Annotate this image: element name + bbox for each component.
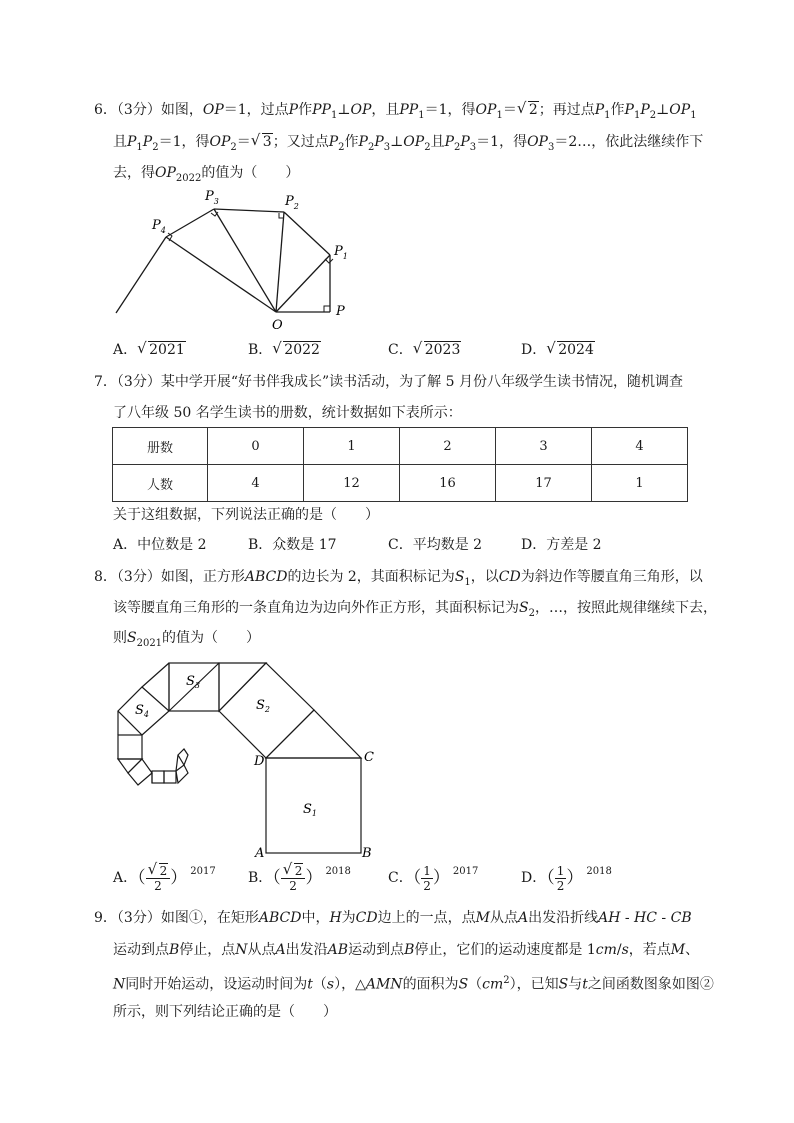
table-cell: 0 [208, 428, 304, 465]
sqrt-3: √ 3 [251, 132, 273, 152]
segment-continuation [116, 237, 166, 313]
table-row [113, 428, 688, 465]
table-cell: 册数 [113, 428, 208, 465]
label-o: O [272, 318, 283, 333]
label-s1: $S_1$ [303, 802, 317, 818]
label-b: B [362, 846, 372, 861]
label-s2: $S_2$ [256, 698, 270, 714]
q9-line-1: 9．（3分）如图①，在矩形ABCD中，H为CD边上的一点，点M从点A出发沿折线AH - HC - CB [94, 910, 692, 926]
right-angle-p [324, 306, 330, 312]
square-s1 [266, 758, 361, 853]
triangle-4-edge-a [142, 663, 169, 687]
q7-option-a[interactable]: A．中位数是 2 [113, 537, 207, 553]
q6-option-b[interactable]: B．√ 2022 [248, 340, 321, 360]
table-cell: 人数 [113, 465, 208, 502]
q9-line-4: 所示，则下列结论正确的是（ ） [113, 1004, 337, 1020]
table-cell: 1 [592, 465, 688, 502]
label-d: D [254, 754, 265, 769]
q8-option-c[interactable]: C．（ $\frac{1}{2}$ ） $^{2017}$ [388, 863, 479, 893]
q9-line-2: 运动到点B停止，点N从点A出发沿AB运动到点B停止，它们的运动速度都是 1cm/s，若点M、 [113, 942, 700, 958]
square-s5 [118, 735, 142, 759]
q8-squares-figure [108, 655, 398, 863]
segment-op3 [214, 209, 276, 312]
table-cell: 3 [496, 428, 592, 465]
label-a: A [255, 846, 265, 861]
q7-option-d[interactable]: D．方差是 2 [521, 537, 602, 553]
square-s9 [176, 765, 188, 783]
square-s8 [164, 771, 176, 783]
square-s6 [128, 759, 152, 785]
label-p2: $P_2$ [285, 194, 299, 211]
segment-p2p3 [214, 209, 284, 212]
q6-line-1: 6．（3分）如图，OP＝1，过点P作$PP_1\perp OP$，且$PP_1=1$，得$OP_1=√$ 2；再过点$P_1$作$P_1P_2\perp OP_1$ [94, 100, 697, 126]
table-cell: 17 [496, 465, 592, 502]
q8-line-2: 该等腰直角三角形的一条直角边为边向外作正方形，其面积标记为$S_2$，…，按照此规律继续下去， [113, 600, 717, 619]
q8-option-a[interactable]: A．（ √ $\frac{2}{2}$ ） $^{2017}$ [113, 862, 216, 893]
square-s7 [152, 771, 164, 783]
segment-op2 [276, 212, 284, 312]
q7-question: 关于这组数据，下列说法正确的是（ ） [113, 507, 379, 523]
sqrt-2: √ 2 [517, 100, 539, 120]
q7-option-b[interactable]: B．众数是 17 [248, 537, 337, 553]
label-p3: $P_3$ [205, 189, 219, 206]
q8-line-3: 则$S_{2021}$的值为（ ） [113, 630, 261, 649]
table-cell: 16 [400, 465, 496, 502]
q6-line-3: 去，得$OP_{2022}$的值为（ ） [113, 165, 300, 184]
q8-line-1: 8．（3分）如图，正方形ABCD的边长为 2，其面积标记为$S_1$，以CD为斜边作等腰直角三角形，以 [94, 569, 703, 588]
right-angle-p1 [325, 259, 333, 263]
label-p1: $P_1$ [334, 244, 348, 261]
edge-spiral-end [176, 755, 178, 771]
q6-spiral-figure [110, 185, 370, 335]
q6-option-a[interactable]: A．√ 2021 [113, 340, 186, 360]
q7-line-2: 了八年级 50 名学生读书的册数，统计数据如下表所示： [113, 405, 462, 421]
q7-line-1: 7．（3分）某中学开展“好书伴我成长”读书活动，为了解 5 月份八年级学生读书情况，随机调查 [94, 374, 683, 390]
triangle-1 [266, 710, 361, 758]
right-angle-p3 [211, 212, 218, 216]
q7-data-table [112, 427, 688, 502]
square-s10 [178, 749, 188, 765]
q8-option-b[interactable]: B．（ √ $\frac{2}{2}$ ） $^{2018}$ [248, 862, 351, 893]
table-cell: 4 [208, 465, 304, 502]
segment-p3p4 [166, 209, 214, 237]
label-s4: $S_4$ [135, 703, 149, 719]
label-p4: $P_4$ [152, 218, 166, 235]
table-cell: 2 [400, 428, 496, 465]
q9-line-3: N同时开始运动，设运动时间为t（s），△AMN的面积为$S(cm^2)$，已知S与t之间函数图象如图② [113, 975, 714, 993]
q6-option-d[interactable]: D．√ 2024 [521, 340, 595, 360]
segment-p1p2 [284, 212, 330, 255]
label-s3: $S_3$ [186, 674, 200, 690]
q6-option-c[interactable]: C．√ 2023 [388, 340, 461, 360]
segment-op1 [276, 255, 330, 312]
table-cell: 12 [304, 465, 400, 502]
q6-line-2: 且$P_1P_2=1$，得$OP_2=√$ 3；又过点$P_2$作$P_2P_3\perp OP_2$且$P_2P_3=1$，得$OP_3=2\dots$，依此法继续作下 [113, 132, 703, 158]
table-row [113, 465, 688, 502]
label-p: P [336, 304, 345, 319]
q8-option-d[interactable]: D．（ $\frac{1}{2}$ ） $^{2018}$ [521, 863, 612, 893]
label-c: C [364, 750, 374, 765]
table-cell: 1 [304, 428, 400, 465]
table-cell: 4 [592, 428, 688, 465]
segment-op4 [166, 237, 276, 312]
q7-option-c[interactable]: C．平均数是 2 [388, 537, 483, 553]
